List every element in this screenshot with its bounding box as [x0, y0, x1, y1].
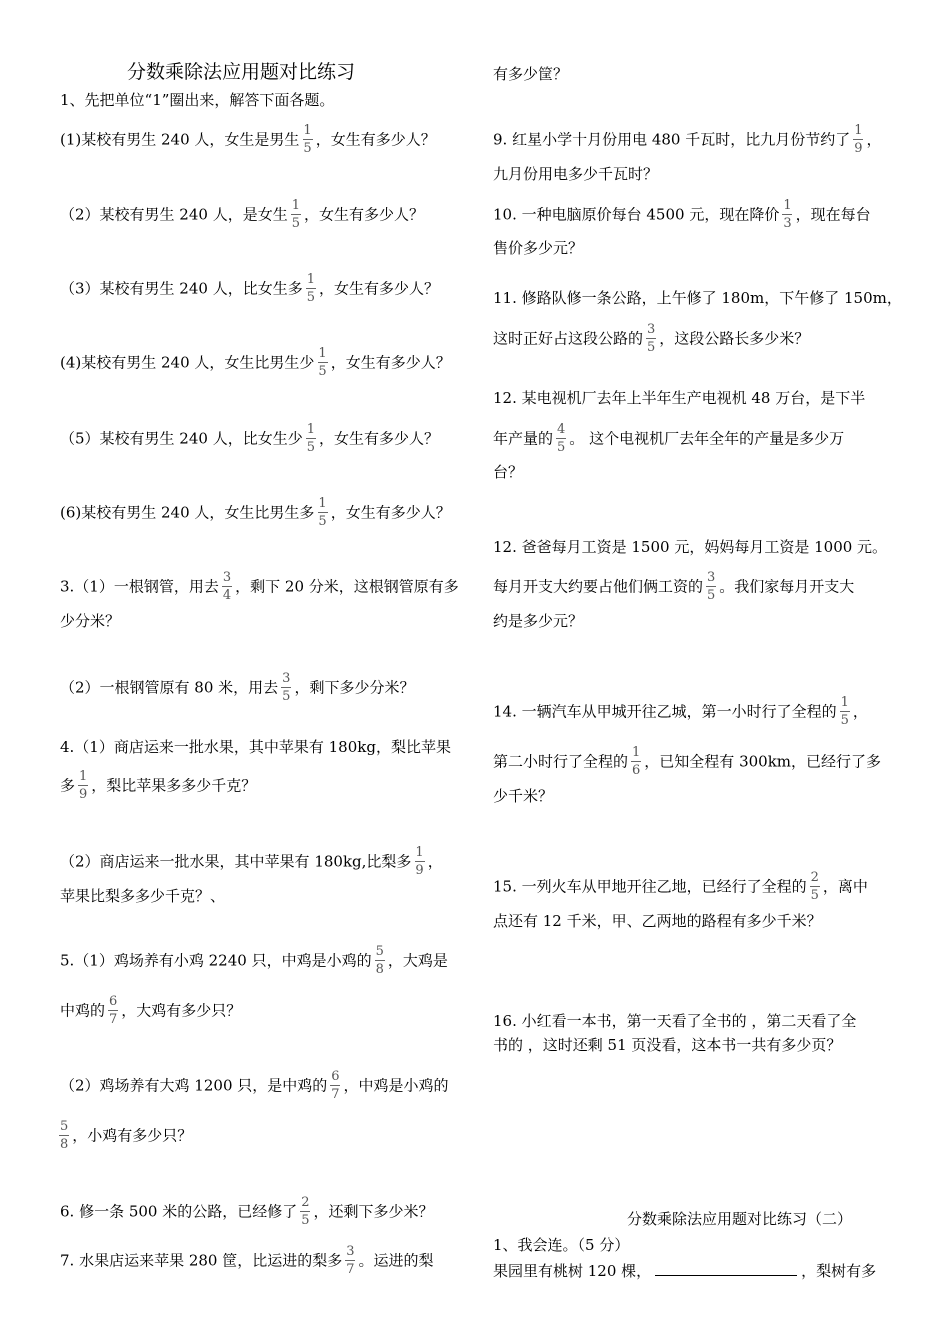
fraction [222, 570, 232, 603]
fraction [59, 1119, 69, 1152]
numerator: 1 [840, 695, 849, 710]
question-text: （2）鸡场养有大鸡 1200 只，是中鸡的 [60, 1076, 328, 1095]
question-text: 14. 一辆汽车从甲城开往乙城，第一小时行了全程的 [493, 702, 837, 721]
question-text: 每月开支大约要占他们俩工资的 [493, 577, 704, 596]
numerator: 4 [557, 422, 566, 437]
fraction [375, 944, 385, 977]
denominator: 8 [375, 962, 384, 977]
question-15-line1 [493, 871, 868, 904]
page-title: 分数乘除法应用题对比练习 [127, 61, 356, 83]
question-text: （5）某校有男生 240 人，比女生少 [60, 429, 303, 448]
question-text: ，大鸡有多少只？ [121, 1001, 242, 1020]
question-9-line2: 九月份用电多少千瓦时？ [493, 165, 659, 183]
fraction [646, 322, 656, 355]
question-text: ，剩下 20 分米，这根钢管原有多 [235, 577, 459, 596]
question-text: ，女生有多少人？ [315, 130, 436, 149]
numerator: 3 [647, 322, 656, 337]
question-text: 年产量的 [493, 429, 554, 448]
question-text: ， [866, 130, 882, 149]
question-7-line1 [60, 1245, 434, 1278]
question-text: 3.（1）一根钢管，用去 [60, 577, 219, 596]
fraction [302, 123, 312, 156]
question-11-line2 [493, 323, 809, 356]
question-9-line1 [493, 124, 882, 157]
denominator: 5 [301, 1213, 310, 1228]
question-7-line2: 有多少筐？ [493, 65, 569, 83]
fraction [300, 1195, 310, 1228]
question-4-1-line1: 4.（1）商店运来一批水果，其中苹果有 180kg，梨比苹果 [60, 738, 451, 756]
question-14-line1 [493, 696, 868, 729]
denominator: 5 [303, 141, 312, 156]
question-text: 7. 水果店运来苹果 280 筐，比运进的梨多 [60, 1251, 343, 1270]
fraction [291, 198, 301, 231]
question-14-line2 [493, 746, 881, 779]
question-5-2-line1 [60, 1070, 449, 1103]
fraction [840, 695, 850, 728]
numerator: 1 [303, 123, 312, 138]
question-text: 9. 红星小学十月份用电 480 千瓦时，比九月份节约了 [493, 130, 851, 149]
numerator: 1 [291, 198, 300, 213]
denominator: 5 [557, 440, 566, 455]
question-5-1-line1 [60, 945, 448, 978]
question-1-4 [60, 347, 451, 380]
question-12b-line1: 12. 爸爸每月工资是 1500 元，妈妈每月工资是 1000 元。 [493, 538, 888, 556]
question-12a-line2 [493, 423, 844, 456]
numerator: 5 [60, 1119, 69, 1134]
question-text: ，大鸡是 [387, 951, 448, 970]
numerator: 3 [707, 570, 716, 585]
question-1-1 [60, 124, 436, 157]
question-text: ，已知全程有 300km，已经行了多 [644, 752, 882, 771]
numerator: 6 [331, 1069, 340, 1084]
question-3-1-line1 [60, 571, 459, 604]
numerator: 1 [854, 123, 863, 138]
fraction [853, 123, 863, 156]
question-10-line2: 售价多少元？ [493, 239, 584, 257]
question-text: 果园里有桃树 120 棵， [493, 1262, 652, 1280]
fraction [345, 1244, 355, 1277]
question-10-line1 [493, 199, 871, 232]
numerator: 1 [318, 496, 327, 511]
numerator: 1 [79, 769, 88, 784]
fraction [414, 845, 424, 878]
numerator: 1 [783, 198, 792, 213]
numerator: 1 [318, 346, 327, 361]
question-text: (4)某校有男生 240 人，女生比男生少 [60, 353, 315, 372]
question-text: ，梨树有多 [801, 1262, 877, 1280]
question-text: ，离中 [822, 877, 868, 896]
question-12a-line3: 台？ [493, 463, 524, 481]
fraction [556, 422, 566, 455]
fraction [108, 994, 118, 1027]
denominator: 5 [840, 713, 849, 728]
question-16-line1: 16. 小红看一本书，第一天看了全书的 ，第二天看了全 [493, 1012, 857, 1030]
denominator: 5 [306, 290, 315, 305]
denominator: 5 [810, 888, 819, 903]
denominator: 4 [222, 588, 232, 603]
question-1-5 [60, 423, 439, 456]
denominator: 5 [318, 514, 327, 529]
fraction [317, 346, 327, 379]
denominator: 9 [79, 787, 88, 802]
question-text: ，现在每台 [795, 205, 871, 224]
question-text: 这时正好占这段公路的 [493, 329, 644, 348]
question-1-6 [60, 497, 451, 530]
question-6 [60, 1196, 434, 1229]
question-text: ，梨比苹果多多少千克？ [91, 776, 257, 795]
question-text: 10. 一种电脑原价每台 4500 元，现在降价 [493, 205, 780, 224]
question-3-1-line2: 少分米？ [60, 612, 121, 630]
question-text: 。我们家每月开支大 [719, 577, 855, 596]
fraction [330, 1069, 340, 1102]
question-text: 6. 修一条 500 米的公路，已经修了 [60, 1202, 298, 1221]
question-12a-line1: 12. 某电视机厂去年上半年生产电视机 48 万台，是下半 [493, 389, 866, 407]
question-15-line2: 点还有 12 千米，甲、乙两地的路程有多少千米？ [493, 912, 822, 930]
question-text: 5.（1）鸡场养有小鸡 2240 只，中鸡是小鸡的 [60, 951, 372, 970]
numerator: 1 [415, 845, 424, 860]
denominator: 7 [346, 1262, 355, 1277]
question-4-2-line2: 苹果比梨多多少千克？、 [60, 887, 226, 905]
question-text: 。运进的梨 [358, 1251, 434, 1270]
fraction [631, 745, 641, 778]
question-text: 。 这个电视机厂去年全年的产量是多少万 [569, 429, 845, 448]
numerator: 2 [810, 870, 819, 885]
question-text: ，女生有多少人？ [319, 279, 440, 298]
fraction [706, 570, 716, 603]
fraction [782, 198, 792, 231]
fraction [78, 769, 88, 802]
question-text: (6)某校有男生 240 人，女生比男生多 [60, 503, 315, 522]
question-text: (1)某校有男生 240 人，女生是男生 [60, 130, 300, 149]
denominator: 9 [854, 141, 863, 156]
question-12b-line3: 约是多少元？ [493, 612, 584, 630]
question-5-1-line2 [60, 995, 241, 1028]
numerator: 3 [346, 1244, 355, 1259]
numerator: 1 [306, 272, 315, 287]
denominator: 9 [415, 863, 424, 878]
question-text: ，中鸡是小鸡的 [343, 1076, 449, 1095]
fraction [306, 422, 316, 455]
denominator: 5 [282, 689, 291, 704]
fraction [306, 272, 316, 305]
fraction [810, 870, 820, 903]
question-14-line3: 少千米？ [493, 787, 554, 805]
question-text: ，剩下多少分米？ [294, 678, 415, 697]
question-11-line1: 11. 修路队修一条公路，上午修了 180m，下午修了 150m， [493, 289, 902, 307]
numerator: 3 [222, 570, 232, 585]
question-text: ，女生有多少人？ [330, 503, 451, 522]
question-text: ，女生有多少人？ [330, 353, 451, 372]
question-text: ，还剩下多少米？ [313, 1202, 434, 1221]
denominator: 8 [60, 1137, 69, 1152]
question-text: 中鸡的 [60, 1001, 106, 1020]
question-text: ，这段公路长多少米？ [659, 329, 810, 348]
denominator: 5 [707, 588, 716, 603]
question-4-2-line1 [60, 846, 443, 879]
section-2-line [493, 1261, 876, 1281]
question-5-2-line2 [56, 1120, 192, 1153]
question-text: ，女生有多少人？ [304, 205, 425, 224]
fraction [317, 496, 327, 529]
question-text: ， [427, 852, 443, 871]
question-1-3 [60, 273, 439, 306]
numerator: 6 [109, 994, 118, 1009]
question-12b-line2 [493, 571, 854, 604]
section-1-heading: 1、先把单位“1”圈出来，解答下面各题。 [60, 91, 335, 109]
question-text: （2）一根钢管原有 80 米，用去 [60, 678, 279, 697]
denominator: 3 [783, 216, 792, 231]
question-3-2 [60, 672, 414, 705]
question-1-2 [60, 199, 424, 232]
answer-blank[interactable] [655, 1261, 797, 1276]
section-2-question-1: 1、我会连。（5 分） [493, 1236, 630, 1254]
question-4-1-line2 [60, 770, 256, 803]
fraction [281, 671, 291, 704]
numerator: 1 [632, 745, 641, 760]
question-text: （2）商店运来一批水果，其中苹果有 180kg,比梨多 [60, 852, 412, 871]
denominator: 5 [647, 340, 656, 355]
question-text: ，女生有多少人？ [319, 429, 440, 448]
numerator: 3 [282, 671, 291, 686]
question-text: ， [852, 702, 868, 721]
numerator: 2 [301, 1195, 310, 1210]
section-2-title: 分数乘除法应用题对比练习（二） [627, 1210, 853, 1228]
question-text: ，小鸡有多少只？ [72, 1126, 193, 1145]
question-text: （2）某校有男生 240 人，是女生 [60, 205, 288, 224]
question-text: 15. 一列火车从甲地开往乙地，已经行了全程的 [493, 877, 807, 896]
denominator: 7 [109, 1012, 118, 1027]
question-text: 第二小时行了全程的 [493, 752, 629, 771]
question-16-line2: 书的 ，这时还剩 51 页没看，这本书一共有多少页？ [493, 1036, 842, 1054]
question-text: 多 [60, 776, 76, 795]
numerator: 1 [306, 422, 315, 437]
denominator: 5 [318, 364, 327, 379]
question-text: （3）某校有男生 240 人，比女生多 [60, 279, 303, 298]
denominator: 7 [331, 1087, 340, 1102]
denominator: 5 [291, 216, 300, 231]
denominator: 5 [306, 440, 315, 455]
denominator: 6 [632, 763, 641, 778]
numerator: 5 [375, 944, 384, 959]
